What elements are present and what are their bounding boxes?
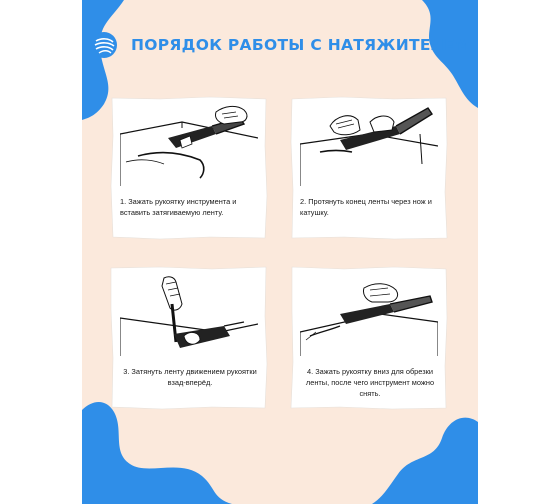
page-title: ПОРЯДОК РАБОТЫ С НАТЯЖИТЕЛЕМ [131, 36, 471, 54]
step-card-2 [290, 96, 448, 240]
step-caption-2: 2. Протянуть конец ленты через нож и катушку. [300, 197, 432, 217]
step-card-3 [110, 266, 268, 410]
header [85, 24, 471, 66]
step-card-1 [110, 96, 268, 240]
step-caption-3: 3. Затянуть ленту движением рукоятки взад-вперёд. [123, 367, 257, 387]
tensioner-cutting-illustration [300, 274, 438, 356]
instruction-page [82, 0, 478, 504]
globe-stripes-icon [91, 32, 117, 58]
tensioner-threading-illustration [300, 104, 438, 186]
step-caption-4: 4. Зажать рукоятку вниз для обрезки ленты, после чего инструмент можно снять. [305, 367, 435, 398]
tensioner-clamp-illustration [120, 104, 258, 186]
step-card-4 [290, 266, 448, 410]
step-caption-1: 1. Зажать рукоятку инструмента и вставить затягиваемую ленту. [120, 197, 237, 217]
tensioner-pumping-illustration [120, 274, 258, 356]
